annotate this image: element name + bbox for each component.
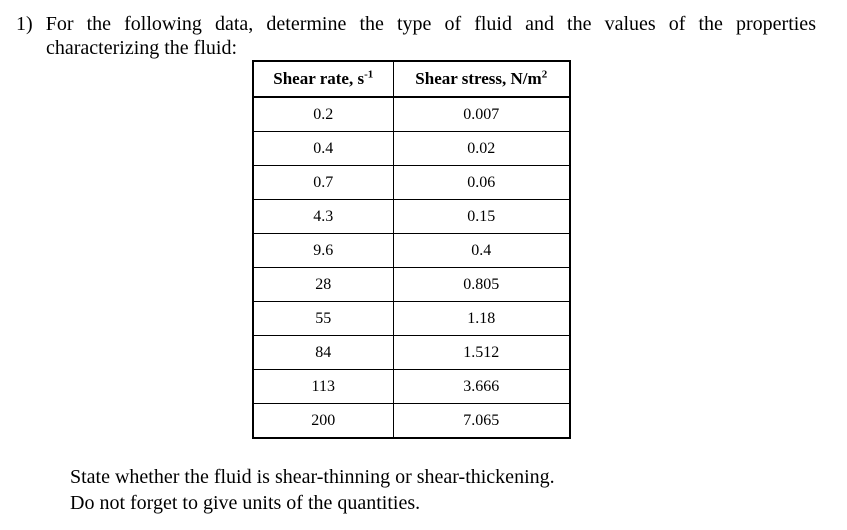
question-word: 1)	[16, 13, 33, 35]
shear-stress-cell: 1.512	[393, 336, 570, 370]
question-word: data,	[215, 13, 254, 35]
shear-stress-cell: 3.666	[393, 370, 570, 404]
shear-stress-cell: 0.805	[393, 268, 570, 302]
question-word: and	[525, 13, 554, 35]
question-line-1	[16, 12, 816, 36]
table-row	[253, 132, 570, 166]
shear-stress-cell: 0.15	[393, 200, 570, 234]
question-word: the	[86, 13, 112, 35]
question-word: values	[604, 13, 656, 35]
shear-rate-cell: 113	[253, 370, 393, 404]
shear-stress-cell: 1.18	[393, 302, 570, 336]
instruction-line-2: Do not forget to give units of the quantities.	[70, 492, 421, 514]
shear-rate-cell: 200	[253, 404, 393, 439]
table-row	[253, 234, 570, 268]
question-word: determine	[266, 13, 347, 35]
shear-rate-cell: 84	[253, 336, 393, 370]
question-line-2: characterizing the fluid:	[46, 37, 238, 59]
table-row	[253, 302, 570, 336]
shear-rate-header-sup: -1	[364, 68, 374, 81]
table-row	[253, 268, 570, 302]
question-text	[16, 12, 816, 60]
table-row	[253, 97, 570, 132]
table-row	[253, 370, 570, 404]
question-word: type	[396, 13, 432, 35]
shear-rate-cell: 0.4	[253, 132, 393, 166]
shear-rate-header	[253, 61, 393, 97]
shear-stress-header-sup: 2	[541, 68, 548, 81]
shear-stress-cell: 7.065	[393, 404, 570, 439]
question-word: of	[444, 13, 462, 35]
shear-stress-cell: 0.06	[393, 166, 570, 200]
shear-stress-cell: 0.007	[393, 97, 570, 132]
shear-rate-cell: 28	[253, 268, 393, 302]
shear-rate-cell: 0.7	[253, 166, 393, 200]
question-word: properties	[736, 13, 816, 35]
shear-rate-cell: 55	[253, 302, 393, 336]
shear-stress-header	[393, 61, 570, 97]
shear-stress-cell: 0.4	[393, 234, 570, 268]
question-word: the	[359, 13, 384, 35]
shear-rate-cell: 0.2	[253, 97, 393, 132]
question-word: the	[567, 13, 592, 35]
question-word: following	[124, 13, 202, 35]
table-row	[253, 200, 570, 234]
shear-rate-cell: 9.6	[253, 234, 393, 268]
question-word: fluid	[474, 13, 512, 35]
table-row	[253, 166, 570, 200]
shear-rate-header-label: Shear rate, s	[273, 69, 365, 88]
question-word: of	[668, 13, 686, 35]
data-table	[252, 60, 571, 439]
table-header-row	[253, 61, 570, 97]
instructions	[70, 464, 555, 516]
instruction-line-1: State whether the fluid is shear-thinning or shear-thickening.	[70, 466, 555, 488]
shear-rate-cell: 4.3	[253, 200, 393, 234]
shear-stress-cell: 0.02	[393, 132, 570, 166]
table-row	[253, 336, 570, 370]
question-word: the	[698, 13, 723, 35]
shear-stress-header-label: Shear stress, N/m	[415, 69, 542, 88]
table-row	[253, 404, 570, 439]
question-word: For	[45, 13, 74, 35]
